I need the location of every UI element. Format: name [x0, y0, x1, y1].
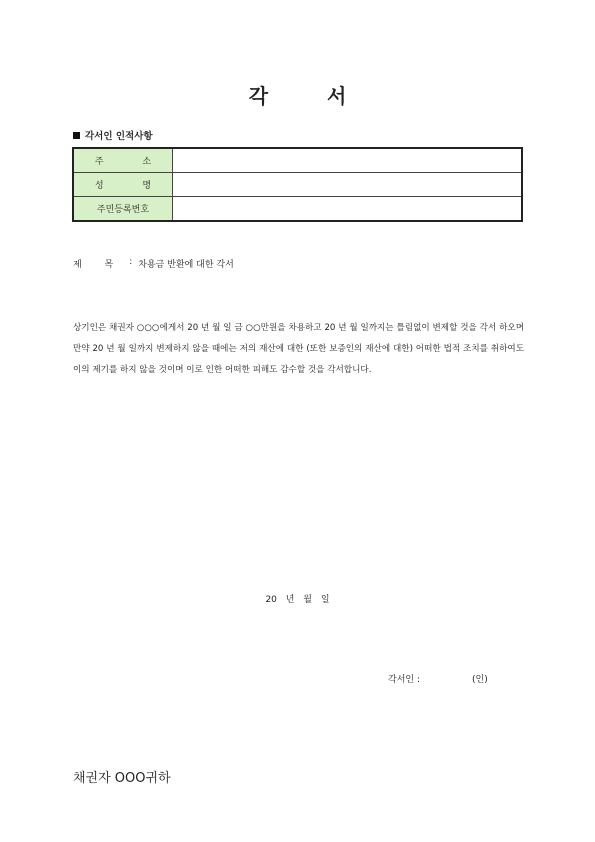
table-row: [73, 148, 522, 173]
subject-separator: :: [129, 257, 133, 267]
address-field[interactable]: [173, 148, 523, 173]
body-paragraph: 상기인은 채권자 ○○○에게서 20 년 월 일 금 ○○만원을 차용하고 20 년 월 일까지는 틀림없이 변제할 것을 각서 하오며 만약 20 년 월 일까지 변제하지 않을 때에는 저의 재산에 대한 (또한 보증인의 재산에 대한) 어떠한 법적 조치를 취하여도 이의 제기를 하지 않을 것이며 이로 인한 어떠한 피해도 감수할 것을 각서합니다.: [73, 323, 524, 375]
subject-value: 차용금 반환에 대한 각서: [138, 260, 234, 270]
subject-line: [73, 257, 234, 270]
table-row: [73, 197, 522, 222]
resident-number-field[interactable]: [173, 197, 523, 222]
date-line: 20 년 월 일: [265, 595, 330, 605]
recipient-line: 채권자 OOO귀하: [73, 771, 171, 786]
signer-label: 각서인 :: [388, 675, 420, 685]
name-label: 성 명: [73, 173, 173, 197]
document-title: 각 서: [248, 84, 373, 108]
address-label: 주 소: [73, 148, 173, 173]
resident-number-label: 주민등록번호: [73, 197, 173, 222]
section-label-text: 각서인 인적사항: [85, 131, 153, 142]
square-bullet-icon: [73, 132, 80, 139]
table-row: [73, 173, 522, 197]
section-label: [73, 128, 153, 142]
subject-key: 제 목: [73, 260, 124, 270]
name-field[interactable]: [173, 173, 523, 197]
seal-mark: (인): [471, 675, 488, 685]
personal-info-table: [72, 147, 523, 222]
signer-blank[interactable]: [420, 672, 472, 685]
signer-line: [388, 672, 488, 685]
